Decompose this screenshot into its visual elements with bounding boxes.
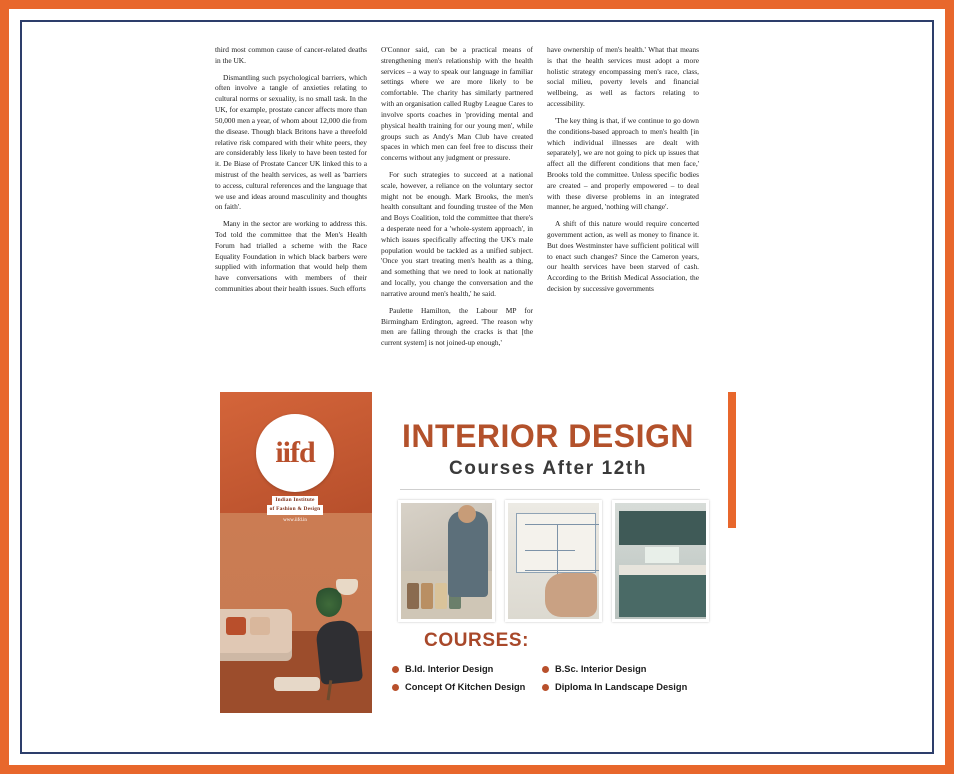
paragraph: 'The key thing is that, if we continue to go down the conditions-based approach to men's health [in which individual illnesses are dealt with separately], we are not going to pick up issues that affect all the different conditions that men face,' Brooks told the committee. Unless specific bodies are created – and properly empowered – to deal with these diverse problems in an integrated manner, he argued, 'nothing will change'. [547,115,699,212]
brand-logo [242,414,348,523]
plan-line [525,550,575,551]
advertisement-poster [220,392,736,713]
photo-floor-plan [505,500,602,622]
color-swatch [435,583,447,609]
logo-tagline [242,496,348,515]
color-swatch [421,583,433,609]
article-body [215,45,739,390]
course-label: Diploma In Landscape Design [555,682,688,692]
paragraph: Many in the sector are working to address this. Tod told the committee that the Men's Health Forum had trialled a scheme with the Race Equality Foundation in which black barbers were supplied with information that would help them have conversations with members of their communities about their health issues. Such efforts [215,219,367,294]
courses-row [392,664,732,674]
pillow [250,617,270,635]
logo-circle [256,414,334,492]
courses-heading: COURSES: [424,630,530,651]
interior-room-photo [220,513,372,713]
photo-strip [398,500,710,622]
armchair [315,619,363,685]
course-item [542,682,712,692]
course-label: Concept Of Kitchen Design [405,682,526,692]
base-cabinets [619,575,707,617]
paragraph: have ownership of men's health.' What that means is that the health services must adopt a more holistic strategy encompassing men's race, class, social milieu, poverty levels and financial wellbeing, as well as factors relating to accessibility. [547,45,699,109]
plan-line [525,524,602,525]
paragraph: O'Connor said, can be a practical means of strengthening men's relationship with the health services – a way to speak our language in familiar settings where we are more likely to be comfortable. The charity has similarly partnered with an organisation called Rugby League Cares to involve sports coaches in 'providing mental and physical health training for our young men', while groups such as Andy's Man Club have created spaces in which men can feel free to discuss their concerns without any judgment or pressure. [381,45,533,163]
logo-wordmark: iifd [275,436,315,469]
hand-drawing [545,573,597,617]
bullet-icon [392,666,399,673]
person-head [458,505,476,523]
poster-headline: INTERIOR DESIGN [402,418,694,454]
paragraph: Dismantling such psychological barriers, which often involve a tangle of anxieties relating to cultural norms or sexuality, is no small task. In the UK, for example, prostate cancer affects more than 50,000 men a year, of whom about 12,000 die from the disease. Though black Britons have a threefold relative risk compared with their white peers, they are considerably less likely to have been tested for it. De Biase of Prostate Cancer UK linked this to a mistrust of the health services, as well as 'barriers to access, cultural references and the language that we use and ideas around masculinity and thoughts on faith'. [215,72,367,212]
poster-subheadline: Courses After 12th [448,458,648,479]
countertop [619,565,707,575]
logo-tagline-line1: Indian Institute [272,496,317,505]
course-item [392,664,542,674]
article-column-3 [547,45,699,390]
logo-website: www.iifd.in [283,517,307,523]
bullet-icon [542,666,549,673]
poster-left-panel [220,392,372,713]
photo-designer-swatches [398,500,495,622]
divider [400,489,700,490]
coffee-table [274,677,320,691]
photo-kitchen [612,500,709,622]
accent-bar [728,392,736,528]
course-item [542,664,712,674]
upper-cabinets [619,511,707,545]
course-item [392,682,542,692]
paragraph: Paulette Hamilton, the Labour MP for Birmingham Erdington, agreed. 'The reason why men are falling through the cracks is that [the current system] is not joined-up enough,' [381,305,533,348]
paragraph: For such strategies to succeed at a national scale, however, a reliance on the voluntary sector might not be enough. Mark Brooks, the men's health consultant and founding trustee of the Men and Boys Coalition, told the committee that there's a desperate need for a 'whole-system approach', in which issues specifically affecting the UK's male population would be tackled as a unified subject. 'Once you start treating men's health as a thing, and something that we need to look at nationally and locally, you change the conversation and the narrative around men's health,' he said. [381,169,533,298]
course-label: B.Sc. Interior Design [555,664,647,674]
course-label: B.Id. Interior Design [405,664,494,674]
article-column-2 [381,45,533,390]
courses-row [392,682,732,692]
courses-list [392,664,732,700]
article-column-1 [215,45,367,390]
window [645,547,679,563]
bullet-icon [542,684,549,691]
paragraph: A shift of this nature would require concerted government action, as well as money to finance it. But does Westminster have sufficient political will to enact such changes? Since the Cameron years, our health services have been starved of cash. According to the British Medical Association, the decision by successive governments [547,219,699,294]
bullet-icon [392,684,399,691]
paragraph: third most common cause of cancer-related deaths in the UK. [215,45,367,65]
color-swatch [407,583,419,609]
floor-plan-drawing [516,513,596,573]
person-figure [448,511,488,597]
plan-line [525,570,602,571]
poster-right-panel [372,392,736,713]
logo-tagline-line2: of Fashion & Design [267,505,324,514]
pillow [226,617,246,635]
